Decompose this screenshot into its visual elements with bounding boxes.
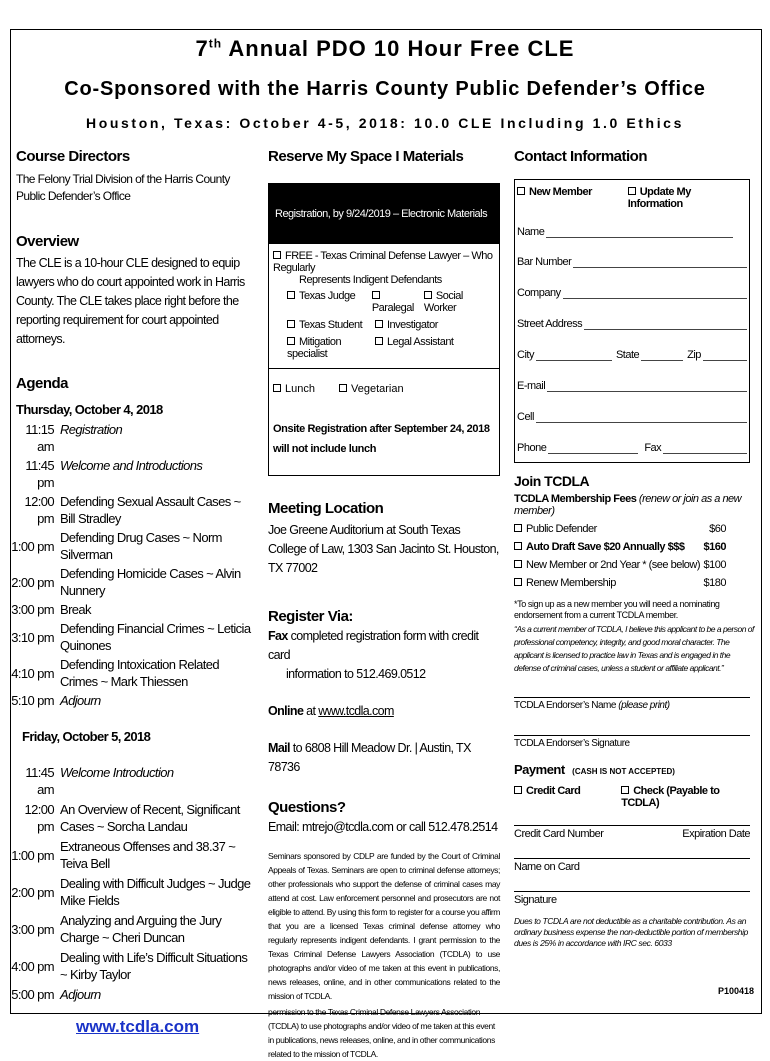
city-label: City [517, 349, 534, 361]
fee-label: Renew Membership [526, 577, 616, 589]
agenda-day1: Thursday, October 4, 2018 [16, 402, 163, 417]
texas-student-label: Texas Student [299, 319, 363, 331]
endorser-name-caption [514, 700, 754, 711]
agenda-item [10, 875, 256, 909]
fee-list [514, 523, 754, 589]
paralegal-checkbox[interactable] [372, 291, 380, 299]
agenda-time: 3:00 pm [11, 602, 54, 617]
social-worker-checkbox[interactable] [424, 291, 432, 299]
agenda-item [10, 620, 256, 654]
fee-checkbox[interactable] [514, 542, 522, 550]
agenda-desc: An Overview of Recent, Significant Cases ~ Sorcha Landau [60, 802, 240, 834]
footer-code: P100418 [717, 986, 754, 996]
meeting-title: Meeting Location [268, 500, 384, 517]
online-label: Online [268, 704, 304, 718]
agenda-desc: Defending Homicide Cases ~ Alvin Nunnery [60, 566, 241, 598]
agenda-item [10, 457, 256, 491]
endorser-name-label: TCDLA Endorser’s Name [514, 700, 616, 711]
payment-title: Payment [514, 762, 565, 777]
credit-card-checkbox[interactable] [514, 786, 522, 794]
agenda-item [10, 986, 256, 1003]
mitigation-label: Mitigation specialist [287, 336, 342, 360]
agenda-time: 5:00 pm [11, 987, 54, 1002]
agenda-desc: Dealing with Difficult Judges ~ Judge Mike Fields [60, 876, 251, 908]
online-text: at [303, 704, 319, 718]
agenda-item [10, 912, 256, 946]
register-title: Register Via: [268, 608, 353, 625]
agenda-day2-list [10, 764, 256, 1003]
agenda-time: 1:00 pm [11, 538, 54, 554]
agenda-time: 11:45 am [25, 765, 54, 797]
name-field[interactable] [517, 224, 747, 238]
bar-number-label: Bar Number [517, 256, 572, 268]
street-field[interactable] [517, 316, 747, 330]
agenda-desc: Registration [60, 422, 123, 437]
agenda-item [10, 565, 256, 599]
update-info-label: Update My Information [627, 186, 691, 210]
paralegal-label: Paralegal [371, 302, 414, 314]
email-field[interactable] [517, 378, 747, 392]
phone-fax-field[interactable] [517, 440, 747, 454]
agenda-desc: Break [60, 602, 91, 617]
name-on-card-line[interactable] [514, 858, 750, 859]
agenda-item [10, 692, 256, 709]
signature-label: Signature [514, 894, 557, 906]
fee-label: New Member or 2nd Year * (see below) [526, 559, 700, 571]
investigator-label: Investigator [387, 319, 438, 331]
reserve-title: Reserve My Space I Materials [268, 148, 464, 165]
join-title: Join TCDLA [514, 473, 590, 489]
cell-label: Cell [517, 411, 534, 423]
agenda-item [10, 949, 256, 983]
new-member-checkbox[interactable] [517, 187, 525, 195]
overview-title: Overview [16, 233, 79, 250]
payment-note: (CASH IS NOT ACCEPTED) [572, 767, 675, 776]
tax-note: Dues to TCDLA are not deductible as a charitable contribution. As an ordinary business expense the non-deductible portion of membership dues is 25% in accordance with IRC sec. 6033 [514, 916, 748, 948]
agenda-time: 2:00 pm [11, 884, 54, 900]
right-column [514, 148, 754, 949]
overview-text: The CLE is a 10-hour CLE designed to equip lawyers who do court appointed work in Harris County. The CLE takes place right before the reporting requirement for court appointed attorneys. [16, 256, 245, 346]
legal-assistant-label: Legal Assistant [387, 336, 454, 348]
agenda-desc: Welcome Introduction [60, 765, 174, 780]
endorser-name-note: (please print) [618, 700, 670, 711]
agenda-desc: Adjourn [60, 987, 101, 1002]
free-line1: FREE - Texas Criminal Defense Lawyer – Who Regularly [273, 250, 493, 274]
mail-label: Mail [268, 741, 290, 755]
new-member-label: New Member [529, 186, 592, 198]
questions-title: Questions? [268, 799, 346, 816]
agenda-time: 4:10 pm [11, 665, 54, 681]
online-link[interactable]: www.tcdla.com [318, 704, 394, 718]
website-link-wrap [76, 1017, 256, 1037]
fax-label: Fax [644, 442, 662, 454]
mitigation-checkbox[interactable] [287, 337, 295, 345]
agenda-time: 4:00 pm [11, 958, 54, 974]
agenda-time: 12:00 pm [24, 494, 54, 526]
agenda-desc: Extraneous Offenses and 38.37 ~ Teiva Bell [60, 839, 236, 871]
legal-assistant-checkbox[interactable] [375, 337, 383, 345]
investigator-checkbox[interactable] [375, 320, 383, 328]
update-info-checkbox[interactable] [628, 187, 636, 195]
fees-label: TCDLA Membership Fees [514, 493, 637, 505]
agenda-item [10, 493, 256, 527]
middle-column [268, 148, 500, 1061]
agenda-desc: Analyzing and Arguing the Jury Charge ~ Cheri Duncan [60, 913, 222, 945]
social-worker-label: Social Worker [423, 290, 463, 314]
endorser-sig-line[interactable] [514, 735, 750, 736]
location-line: Houston, Texas: October 4-5, 2018: 10.0 CLE Including 1.0 Ethics [86, 115, 684, 131]
disclaimer-text-2: permission to the Texas Criminal Defense Lawyers Association (TCDLA) to use photographs and/or video of me taken at this event in publications, news releases, online, and in other communications related to the mission of TCDLA. [268, 1007, 495, 1059]
contact-title: Contact Information [514, 148, 647, 165]
agenda-item [10, 838, 256, 872]
credit-card-label: Credit Card [526, 785, 581, 797]
agenda-time: 2:00 pm [11, 574, 54, 590]
cc-number-label: Credit Card Number [514, 828, 604, 840]
fax-text: completed registration form with credit card [268, 629, 479, 662]
fee-checkbox[interactable] [514, 524, 522, 532]
website-link[interactable]: www.tcdla.com [76, 1017, 200, 1036]
agenda-title: Agenda [16, 375, 69, 392]
register-online [268, 702, 500, 721]
company-field[interactable] [517, 285, 747, 299]
fee-price: $60 [709, 523, 726, 535]
fee-checkbox[interactable] [514, 560, 522, 568]
agenda-time: 11:45 pm [25, 458, 54, 490]
fee-price: $100 [703, 559, 726, 571]
check-checkbox[interactable] [621, 786, 629, 794]
register-mail [268, 739, 500, 777]
fee-option [514, 541, 726, 553]
fee-label: Public Defender [526, 523, 597, 535]
signup-note: *To sign up as a new member you will need a nominating endorsement from a current TCDLA member. [514, 599, 720, 620]
texas-judge-label: Texas Judge [299, 290, 356, 302]
free-checkbox[interactable] [273, 251, 281, 259]
course-directors-title: Course Directors [16, 148, 130, 165]
check-label: Check (Payable to TCDLA) [621, 785, 720, 809]
company-label: Company [517, 287, 561, 299]
onsite-note: Onsite Registration after September 24, 2018 will not include lunch [273, 423, 490, 455]
expiration-label: Expiration Date [682, 828, 750, 840]
lunch-checkbox[interactable] [273, 384, 281, 392]
fee-price: $160 [703, 541, 726, 553]
fax-label: Fax [268, 629, 288, 643]
agenda-time: 1:00 pm [11, 847, 54, 863]
name-label: Name [517, 226, 545, 238]
vegetarian-checkbox[interactable] [339, 384, 347, 392]
free-line2: Represents Indigent Defendants [299, 274, 442, 286]
email-label: E-mail [517, 380, 546, 392]
contact-box [514, 179, 750, 463]
endorse-quote: “As a current member of TCDLA, I believe this applicant to be a person of professional competency, integrity, and good moral character. The applicant is licensed to practice law in Texas and is engaged in the defense of criminal cases, unless a student or affiliate applicant.” [514, 624, 754, 673]
fee-checkbox[interactable] [514, 578, 522, 586]
left-column [11, 148, 256, 1037]
fee-option [514, 577, 726, 589]
meeting-text: Joe Greene Auditorium at South Texas College of Law, 1303 San Jacinto St. Houston, TX 77002 [268, 523, 499, 575]
cc-number-line[interactable] [514, 825, 750, 826]
page-title: 7th Annual PDO 10 Hour Free CLE [195, 36, 575, 61]
bar-number-field[interactable] [517, 254, 747, 268]
course-directors-text: The Felony Trial Division of the Harris County Public Defender’s Office [16, 172, 230, 203]
agenda-desc: Defending Financial Crimes ~ Leticia Quinones [60, 621, 251, 653]
endorser-name-line[interactable] [514, 697, 750, 698]
texas-judge-checkbox[interactable] [287, 291, 295, 299]
zip-label: Zip [687, 349, 701, 361]
state-label: State [615, 349, 640, 361]
reserve-box [268, 183, 500, 476]
lunch-label: Lunch [285, 383, 315, 395]
agenda-time: 3:10 pm [11, 629, 54, 645]
agenda-time: 3:00 pm [11, 921, 54, 937]
vegetarian-label: Vegetarian [351, 383, 404, 395]
fees-note: (renew or join as a new member) [514, 493, 742, 517]
agenda-desc: Defending Sexual Assault Cases ~ Bill Stradley [60, 494, 241, 526]
mail-text: to 6808 Hill Meadow Dr. | Austin, TX 78736 [268, 741, 471, 774]
page-subtitle: Co-Sponsored with the Harris County Public Defender’s Office [64, 78, 706, 100]
registration-bar: Registration, by 9/24/2019 – Electronic Materials [269, 184, 499, 244]
questions-text: Email: mtrejo@tcdla.com or call 512.478.2514 [268, 820, 498, 834]
agenda-desc: Defending Intoxication Related Crimes ~ Mark Thiessen [60, 657, 220, 689]
agenda-item [10, 601, 256, 618]
agenda-item [10, 764, 256, 798]
reserve-options [269, 244, 499, 368]
payment-header [514, 761, 754, 779]
fees-line [514, 493, 754, 517]
agenda-item [10, 529, 256, 563]
agenda-day1-list [10, 421, 256, 709]
payment-methods [514, 785, 754, 809]
fee-label: Auto Draft Save $20 Annually $$$ [526, 541, 685, 553]
lunch-row [269, 368, 499, 405]
agenda-time: 12:00 pm [24, 802, 54, 834]
agenda-desc: Adjourn [60, 693, 101, 708]
agenda-desc: Welcome and Introductions [60, 458, 203, 473]
phone-label: Phone [517, 442, 547, 454]
agenda-time: 5:10 pm [11, 693, 54, 708]
agenda-desc: Dealing with Life’s Difficult Situations ~ Kirby Taylor [60, 950, 248, 982]
fee-option [514, 523, 726, 535]
agenda-day2: Friday, October 5, 2018 [22, 729, 151, 744]
name-on-card-label: Name on Card [514, 861, 580, 873]
agenda-item [10, 421, 256, 455]
agenda-desc: Defending Drug Cases ~ Norm Silverman [60, 530, 222, 562]
agenda-time: 11:15 am [25, 422, 54, 454]
disclaimer-text: Seminars sponsored by CDLP are funded by the Court of Criminal Appeals of Texas. Seminars are open to criminal defense attorneys; other professionals who support the defense of criminal cases may attend at cost. Law enforcement personnel and prosecutors are not eligible to attend. By using this form to register for a course you affirm that you are a licensed Texas criminal defense attorney who regularly represents indigent defendants. I grant permission to the Texas Criminal Defense Lawyers Association (TCDLA) to use photographs and/or video of me taken at this event in publications, news releases, online, and in other communications related to the mission of TCDLA. [268, 851, 500, 1001]
signature-line[interactable] [514, 891, 750, 892]
register-fax [268, 627, 500, 665]
cc-labels [514, 828, 750, 840]
agenda-item [10, 801, 256, 835]
endorser-sig-label: TCDLA Endorser’s Signature [514, 738, 630, 749]
agenda-item [10, 656, 256, 690]
street-label: Street Address [517, 318, 583, 330]
fee-option [514, 559, 726, 571]
texas-student-checkbox[interactable] [287, 320, 295, 328]
fee-price: $180 [703, 577, 726, 589]
city-state-zip-field[interactable] [517, 347, 747, 361]
fax-text2: information to 512.469.0512 [286, 667, 426, 681]
cell-field[interactable] [517, 409, 747, 423]
